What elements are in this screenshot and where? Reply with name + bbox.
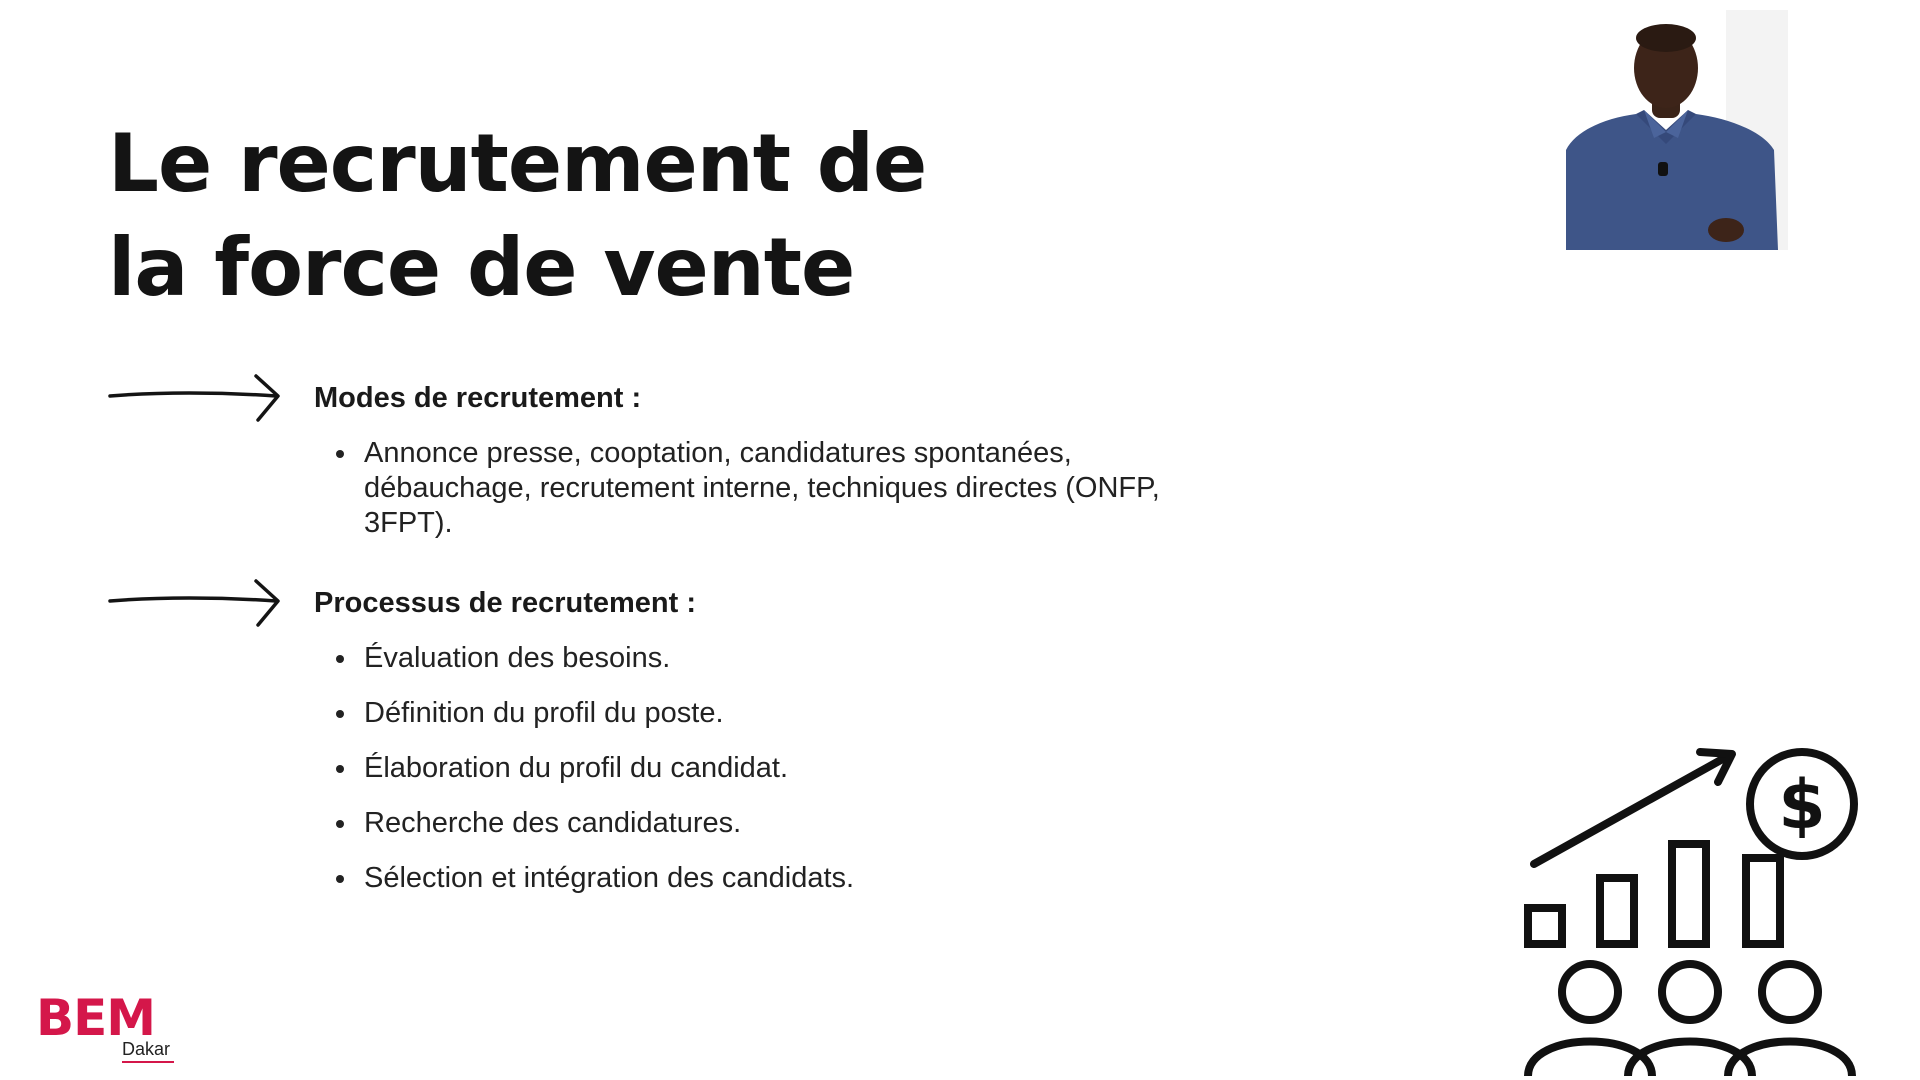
right-arrow-icon: [108, 370, 284, 426]
logo-brand: BEM: [36, 989, 156, 1047]
list-item-text: Sélection et intégration des candidats.: [364, 862, 855, 894]
right-arrow-icon: [108, 575, 284, 631]
list-item: [336, 751, 1036, 786]
list-item: [336, 436, 1236, 541]
bullet-list: [336, 436, 1236, 541]
list-item: [336, 696, 1036, 731]
bullet-dot: [336, 765, 344, 773]
bullet-list: [336, 641, 1036, 916]
svg-text:$: $: [1778, 766, 1826, 845]
bullet-dot: [336, 820, 344, 828]
bullet-dot: [336, 450, 344, 458]
section-heading: Modes de recrutement :: [314, 382, 642, 414]
list-item-text: Élaboration du profil du candidat.: [364, 752, 789, 784]
bullet-dot: [336, 875, 344, 883]
growth-chart-people-dollar-icon: [1510, 740, 1870, 1080]
logo-underline: [122, 1061, 174, 1063]
list-item-text: Évaluation des besoins.: [364, 642, 671, 674]
presenter-figure: [1566, 10, 1788, 250]
section-heading: Processus de recrutement :: [314, 587, 696, 619]
title-line-1: Le recrutement de: [108, 117, 927, 210]
title-line-2: la force de vente: [108, 221, 855, 314]
presenter-video: [1566, 10, 1788, 250]
list-item: [336, 861, 1036, 896]
list-item: [336, 806, 1036, 841]
list-item-text: Recherche des candidatures.: [364, 807, 742, 839]
logo-city: Dakar: [122, 1039, 171, 1059]
bullet-dot: [336, 655, 344, 663]
list-item: [336, 641, 1036, 676]
slide-title: [108, 112, 926, 320]
bem-dakar-logo: [36, 989, 186, 1065]
bullet-dot: [336, 710, 344, 718]
list-item-text: Annonce presse, cooptation, candidatures spontanées, débauchage, recrutement interne, techniques directes (ONFP, 3FPT).: [364, 437, 1160, 539]
list-item-text: Définition du profil du poste.: [364, 697, 724, 729]
